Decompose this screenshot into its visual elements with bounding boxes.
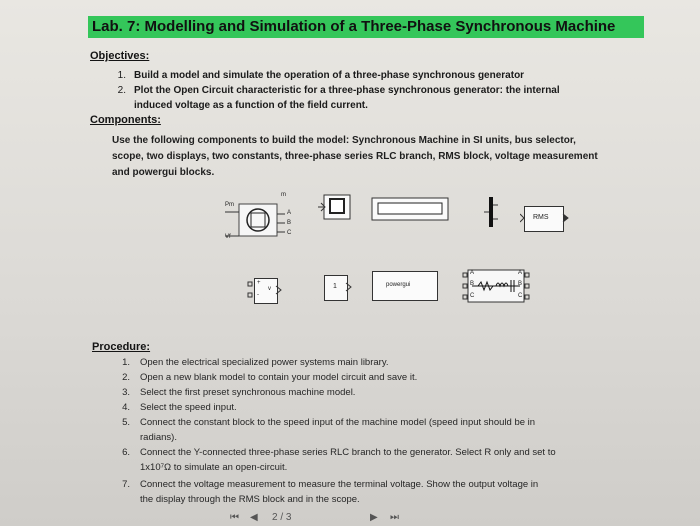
rlc-b-left-label: B (470, 281, 475, 287)
first-page-icon[interactable]: ⏮ (230, 512, 239, 523)
rlc-branch-block (462, 268, 532, 304)
pm-port-label: Pm (225, 202, 234, 208)
objective-number: 1. (117, 70, 126, 81)
constant-value-label: 1 (333, 283, 337, 290)
plus-label: + (257, 280, 261, 286)
scope-block (318, 193, 354, 221)
rlc-b-right-label: B (518, 281, 523, 287)
procedure-text: Select the speed input. (140, 402, 237, 413)
powergui-label: powergui (386, 282, 411, 288)
procedure-text: Open the electrical specialized power systems main library. (140, 357, 389, 368)
b-port-label: B (287, 220, 292, 226)
procedure-text: Select the first preset synchronous machine model. (140, 387, 356, 398)
rms-ports-icon (520, 204, 570, 234)
objective-text: Build a model and simulate the operation of a three-phase synchronous generator (134, 70, 525, 81)
v-label: v (268, 286, 271, 292)
procedure-text: Connect the constant block to the speed input of the machine model (speed input should be in (140, 417, 536, 428)
procedure-number: 7. (122, 479, 130, 490)
previous-page-icon[interactable]: ◀ (250, 512, 258, 523)
next-page-icon[interactable]: ▶ (370, 512, 378, 523)
voltage-measurement-block (246, 276, 286, 306)
procedure-text: Open a new blank model to contain your model circuit and save it. (140, 372, 418, 383)
components-paragraph (112, 133, 652, 181)
constant-block (322, 273, 352, 303)
rlc-a-left-label: A (470, 270, 475, 276)
display-icon (370, 197, 450, 221)
rms-label: RMS (533, 214, 549, 221)
procedure-text: Connect the voltage measurement to measure the terminal voltage. Show the output voltage in (140, 479, 539, 490)
constant-port-icon (322, 273, 352, 303)
page-indicator: 2 / 3 (272, 512, 292, 523)
voltage-measurement-ports-icon (246, 276, 286, 306)
procedure-number: 1. (122, 357, 130, 368)
procedure-heading: Procedure: (92, 341, 151, 353)
synchronous-machine-block (225, 190, 295, 252)
synchronous-machine-icon (225, 190, 295, 252)
procedure-text: 1x10⁷Ω to simulate an open-circuit. (140, 462, 288, 473)
m-port-label: m (281, 192, 286, 198)
bus-selector-icon (484, 195, 498, 229)
bus-selector-block (484, 195, 498, 229)
rlc-c-left-label: C (470, 293, 475, 299)
procedure-number: 4. (122, 402, 130, 413)
pager-bar (230, 512, 470, 526)
procedure-text: radians). (140, 432, 177, 443)
powergui-block (372, 271, 438, 301)
procedure-number: 3. (122, 387, 130, 398)
scope-icon (318, 193, 354, 221)
procedure-text: Connect the Y-connected three-phase series RLC branch to the generator. Select R only and set to (140, 447, 556, 458)
procedure-number: 6. (122, 447, 130, 458)
a-port-label: A (287, 210, 292, 216)
components-line: scope, two displays, two constants, three-phase series RLC branch, RMS block, voltage measurement (112, 151, 598, 162)
procedure-number: 5. (122, 417, 130, 428)
components-heading: Components: (90, 114, 161, 126)
objectives-heading: Objectives: (90, 50, 150, 62)
procedure-text: the display through the RMS block and in the scope. (140, 494, 360, 505)
procedure-number: 2. (122, 372, 130, 383)
components-line: Use the following components to build the model: Synchronous Machine in SI units, bus selector, (112, 135, 576, 146)
display-block (370, 197, 450, 221)
objective-text: Plot the Open Circuit characteristic for a three-phase synchronous generator: the internal (134, 85, 560, 96)
components-line: and powergui blocks. (112, 167, 215, 178)
objective-text: induced voltage as a function of the field current. (134, 100, 368, 111)
last-page-icon[interactable]: ⏭ (390, 512, 399, 523)
c-port-label: C (287, 230, 292, 236)
vf-port-label: Vf (225, 234, 231, 240)
minus-label: - (257, 292, 259, 298)
rms-block (520, 204, 570, 234)
rlc-c-right-label: C (518, 293, 523, 299)
rlc-a-right-label: A (518, 270, 523, 276)
objective-number: 2. (117, 85, 126, 96)
page-title: Lab. 7: Modelling and Simulation of a Three-Phase Synchronous Machine (88, 16, 644, 38)
